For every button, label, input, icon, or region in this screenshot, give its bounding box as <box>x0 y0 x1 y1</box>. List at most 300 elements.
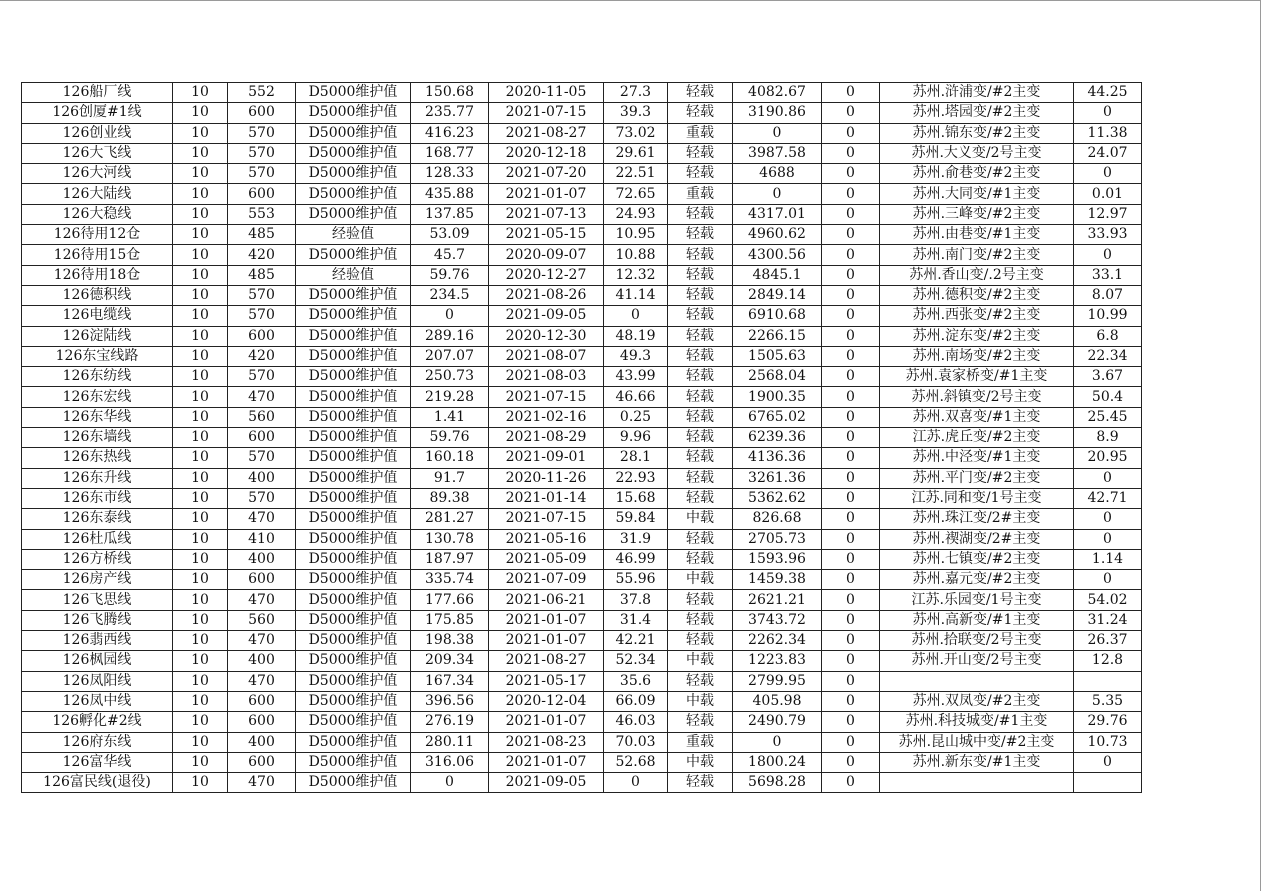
cell-date: 2020-12-30 <box>489 326 604 346</box>
cell-current: 207.07 <box>411 346 489 366</box>
cell-source: D5000维护值 <box>296 488 411 508</box>
cell-value: 11.38 <box>1074 123 1142 143</box>
table-body <box>22 83 1142 793</box>
cell-load-status: 轻载 <box>668 590 733 610</box>
cell-load-rate: 12.32 <box>604 265 668 285</box>
cell-load-status: 轻载 <box>668 367 733 387</box>
cell-load-status: 中载 <box>668 509 733 529</box>
table-row <box>22 773 1142 793</box>
table-row <box>22 529 1142 549</box>
cell-margin: 0 <box>733 732 822 752</box>
cell-value: 8.07 <box>1074 285 1142 305</box>
cell-date: 2021-05-17 <box>489 671 604 691</box>
cell-flag: 0 <box>822 285 880 305</box>
cell-source: D5000维护值 <box>296 367 411 387</box>
cell-margin: 6910.68 <box>733 306 822 326</box>
cell-substation <box>880 671 1074 691</box>
cell-rated-current: 600 <box>228 103 296 123</box>
cell-date: 2021-01-07 <box>489 610 604 630</box>
cell-substation: 江苏.乐园变/1号主变 <box>880 590 1074 610</box>
cell-rated-current: 400 <box>228 732 296 752</box>
cell-substation: 苏州.开山变/2号主变 <box>880 651 1074 671</box>
cell-load-status: 轻载 <box>668 671 733 691</box>
table-row <box>22 610 1142 630</box>
table-row <box>22 346 1142 366</box>
cell-line-name: 126杜瓜线 <box>22 529 173 549</box>
cell-value: 12.8 <box>1074 651 1142 671</box>
table-row <box>22 691 1142 711</box>
table-row <box>22 509 1142 529</box>
cell-current: 219.28 <box>411 387 489 407</box>
table-row <box>22 245 1142 265</box>
cell-current: 316.06 <box>411 752 489 772</box>
cell-substation: 苏州.中泾变/#1主变 <box>880 448 1074 468</box>
cell-load-status: 轻载 <box>668 610 733 630</box>
cell-margin: 2266.15 <box>733 326 822 346</box>
cell-voltage: 10 <box>173 83 228 103</box>
cell-margin: 405.98 <box>733 691 822 711</box>
cell-line-name: 126富民线(退役) <box>22 773 173 793</box>
cell-rated-current: 470 <box>228 590 296 610</box>
cell-source: D5000维护值 <box>296 570 411 590</box>
cell-load-rate: 55.96 <box>604 570 668 590</box>
cell-load-status: 轻载 <box>668 712 733 732</box>
cell-substation: 苏州.南门变/#2主变 <box>880 245 1074 265</box>
cell-rated-current: 485 <box>228 265 296 285</box>
cell-margin: 4688 <box>733 164 822 184</box>
cell-load-status: 轻载 <box>668 306 733 326</box>
cell-load-rate: 0.25 <box>604 407 668 427</box>
cell-value: 0 <box>1074 509 1142 529</box>
table-row <box>22 83 1142 103</box>
cell-rated-current: 470 <box>228 671 296 691</box>
cell-voltage: 10 <box>173 143 228 163</box>
cell-load-status: 轻载 <box>668 245 733 265</box>
cell-rated-current: 485 <box>228 225 296 245</box>
cell-load-rate: 70.03 <box>604 732 668 752</box>
cell-margin: 2490.79 <box>733 712 822 732</box>
cell-flag: 0 <box>822 773 880 793</box>
cell-source: D5000维护值 <box>296 590 411 610</box>
cell-value: 54.02 <box>1074 590 1142 610</box>
cell-substation: 苏州.南场变/#2主变 <box>880 346 1074 366</box>
table-row <box>22 671 1142 691</box>
cell-current: 276.19 <box>411 712 489 732</box>
cell-value: 0 <box>1074 752 1142 772</box>
cell-line-name: 126东宝线路 <box>22 346 173 366</box>
cell-flag: 0 <box>822 245 880 265</box>
cell-voltage: 10 <box>173 285 228 305</box>
cell-substation: 苏州.禊湖变/2#主变 <box>880 529 1074 549</box>
cell-voltage: 10 <box>173 164 228 184</box>
cell-substation: 苏州.由巷变/#1主变 <box>880 225 1074 245</box>
cell-substation: 苏州.俞巷变/#2主变 <box>880 164 1074 184</box>
cell-flag: 0 <box>822 225 880 245</box>
cell-date: 2021-07-20 <box>489 164 604 184</box>
cell-load-status: 轻载 <box>668 428 733 448</box>
cell-substation: 苏州.平门变/#2主变 <box>880 468 1074 488</box>
cell-source: D5000维护值 <box>296 671 411 691</box>
cell-voltage: 10 <box>173 509 228 529</box>
cell-flag: 0 <box>822 651 880 671</box>
cell-line-name: 126东华线 <box>22 407 173 427</box>
cell-substation: 苏州.科技城变/#1主变 <box>880 712 1074 732</box>
cell-value: 22.34 <box>1074 346 1142 366</box>
cell-source: D5000维护值 <box>296 407 411 427</box>
cell-flag: 0 <box>822 346 880 366</box>
cell-source: D5000维护值 <box>296 732 411 752</box>
cell-flag: 0 <box>822 488 880 508</box>
cell-substation: 苏州.拾联变/2号主变 <box>880 631 1074 651</box>
cell-flag: 0 <box>822 549 880 569</box>
cell-date: 2021-06-21 <box>489 590 604 610</box>
cell-load-status: 中载 <box>668 570 733 590</box>
cell-current: 198.38 <box>411 631 489 651</box>
cell-value: 50.4 <box>1074 387 1142 407</box>
cell-line-name: 126富华线 <box>22 752 173 772</box>
table-row <box>22 123 1142 143</box>
cell-voltage: 10 <box>173 752 228 772</box>
cell-line-name: 126东宏线 <box>22 387 173 407</box>
cell-line-name: 126德积线 <box>22 285 173 305</box>
cell-load-rate: 0 <box>604 306 668 326</box>
cell-date: 2020-12-27 <box>489 265 604 285</box>
cell-margin: 0 <box>733 123 822 143</box>
cell-rated-current: 600 <box>228 570 296 590</box>
cell-line-name: 126翡西线 <box>22 631 173 651</box>
cell-load-rate: 66.09 <box>604 691 668 711</box>
cell-load-rate: 31.4 <box>604 610 668 630</box>
cell-flag: 0 <box>822 387 880 407</box>
table-row <box>22 488 1142 508</box>
cell-current: 168.77 <box>411 143 489 163</box>
cell-current: 160.18 <box>411 448 489 468</box>
cell-substation <box>880 773 1074 793</box>
cell-value: 33.93 <box>1074 225 1142 245</box>
table-row <box>22 387 1142 407</box>
cell-margin: 1459.38 <box>733 570 822 590</box>
cell-current: 177.66 <box>411 590 489 610</box>
cell-current: 59.76 <box>411 428 489 448</box>
table-row <box>22 285 1142 305</box>
table-row <box>22 103 1142 123</box>
cell-current: 53.09 <box>411 225 489 245</box>
cell-line-name: 126房产线 <box>22 570 173 590</box>
cell-value: 5.35 <box>1074 691 1142 711</box>
cell-value: 24.07 <box>1074 143 1142 163</box>
cell-load-rate: 22.93 <box>604 468 668 488</box>
cell-flag: 0 <box>822 143 880 163</box>
cell-rated-current: 570 <box>228 306 296 326</box>
cell-current: 137.85 <box>411 204 489 224</box>
cell-value <box>1074 773 1142 793</box>
cell-date: 2020-09-07 <box>489 245 604 265</box>
cell-voltage: 10 <box>173 387 228 407</box>
cell-load-rate: 42.21 <box>604 631 668 651</box>
cell-line-name: 126创业线 <box>22 123 173 143</box>
cell-load-status: 重载 <box>668 732 733 752</box>
cell-load-status: 轻载 <box>668 549 733 569</box>
cell-voltage: 10 <box>173 631 228 651</box>
cell-date: 2021-07-15 <box>489 509 604 529</box>
cell-source: 经验值 <box>296 265 411 285</box>
cell-load-rate: 24.93 <box>604 204 668 224</box>
cell-rated-current: 570 <box>228 367 296 387</box>
cell-rated-current: 553 <box>228 204 296 224</box>
cell-source: D5000维护值 <box>296 83 411 103</box>
cell-source: D5000维护值 <box>296 509 411 529</box>
cell-flag: 0 <box>822 265 880 285</box>
cell-flag: 0 <box>822 752 880 772</box>
cell-source: D5000维护值 <box>296 691 411 711</box>
cell-source: D5000维护值 <box>296 123 411 143</box>
cell-current: 130.78 <box>411 529 489 549</box>
cell-date: 2020-12-04 <box>489 691 604 711</box>
cell-rated-current: 470 <box>228 387 296 407</box>
cell-voltage: 10 <box>173 651 228 671</box>
cell-source: D5000维护值 <box>296 631 411 651</box>
cell-date: 2020-12-18 <box>489 143 604 163</box>
cell-margin: 1800.24 <box>733 752 822 772</box>
cell-margin: 4136.36 <box>733 448 822 468</box>
cell-date: 2021-01-14 <box>489 488 604 508</box>
cell-source: D5000维护值 <box>296 285 411 305</box>
cell-flag: 0 <box>822 326 880 346</box>
cell-value: 44.25 <box>1074 83 1142 103</box>
cell-source: D5000维护值 <box>296 712 411 732</box>
cell-margin: 2705.73 <box>733 529 822 549</box>
cell-load-rate: 41.14 <box>604 285 668 305</box>
cell-load-status: 重载 <box>668 123 733 143</box>
cell-current: 280.11 <box>411 732 489 752</box>
cell-source: D5000维护值 <box>296 245 411 265</box>
cell-load-rate: 48.19 <box>604 326 668 346</box>
cell-value: 10.73 <box>1074 732 1142 752</box>
cell-substation: 苏州.双喜变/#1主变 <box>880 407 1074 427</box>
cell-line-name: 126凤阳线 <box>22 671 173 691</box>
cell-value: 0 <box>1074 468 1142 488</box>
cell-margin: 3987.58 <box>733 143 822 163</box>
cell-flag: 0 <box>822 83 880 103</box>
cell-source: D5000维护值 <box>296 164 411 184</box>
cell-value: 0 <box>1074 103 1142 123</box>
cell-load-status: 轻载 <box>668 448 733 468</box>
cell-flag: 0 <box>822 631 880 651</box>
cell-value: 8.9 <box>1074 428 1142 448</box>
cell-voltage: 10 <box>173 712 228 732</box>
cell-current: 416.23 <box>411 123 489 143</box>
cell-load-status: 中载 <box>668 752 733 772</box>
cell-substation: 苏州.浒浦变/#2主变 <box>880 83 1074 103</box>
cell-rated-current: 400 <box>228 549 296 569</box>
cell-voltage: 10 <box>173 448 228 468</box>
cell-current: 209.34 <box>411 651 489 671</box>
cell-line-name: 126淀陆线 <box>22 326 173 346</box>
table-row <box>22 428 1142 448</box>
cell-margin: 3261.36 <box>733 468 822 488</box>
cell-margin: 4082.67 <box>733 83 822 103</box>
cell-value: 6.8 <box>1074 326 1142 346</box>
table-row <box>22 448 1142 468</box>
cell-flag: 0 <box>822 610 880 630</box>
cell-flag: 0 <box>822 712 880 732</box>
cell-line-name: 126东墙线 <box>22 428 173 448</box>
cell-margin: 5698.28 <box>733 773 822 793</box>
cell-load-rate: 72.65 <box>604 184 668 204</box>
cell-current: 396.56 <box>411 691 489 711</box>
cell-current: 91.7 <box>411 468 489 488</box>
cell-voltage: 10 <box>173 225 228 245</box>
cell-value: 20.95 <box>1074 448 1142 468</box>
cell-value: 0 <box>1074 164 1142 184</box>
cell-date: 2021-07-13 <box>489 204 604 224</box>
cell-substation: 苏州.高新变/#1主变 <box>880 610 1074 630</box>
cell-current: 0 <box>411 773 489 793</box>
cell-line-name: 126东热线 <box>22 448 173 468</box>
cell-margin: 6239.36 <box>733 428 822 448</box>
cell-load-status: 轻载 <box>668 225 733 245</box>
cell-line-name: 126府东线 <box>22 732 173 752</box>
table-row <box>22 164 1142 184</box>
cell-date: 2021-08-27 <box>489 651 604 671</box>
cell-load-status: 轻载 <box>668 773 733 793</box>
cell-line-name: 126电缆线 <box>22 306 173 326</box>
cell-margin: 4960.62 <box>733 225 822 245</box>
cell-line-name: 126飞腾线 <box>22 610 173 630</box>
cell-date: 2021-01-07 <box>489 184 604 204</box>
cell-substation: 苏州.双凤变/#2主变 <box>880 691 1074 711</box>
cell-load-status: 轻载 <box>668 387 733 407</box>
cell-date: 2021-08-29 <box>489 428 604 448</box>
cell-source: D5000维护值 <box>296 549 411 569</box>
cell-line-name: 126大稳线 <box>22 204 173 224</box>
cell-margin: 4317.01 <box>733 204 822 224</box>
cell-rated-current: 400 <box>228 468 296 488</box>
cell-voltage: 10 <box>173 184 228 204</box>
cell-margin: 2568.04 <box>733 367 822 387</box>
cell-source: D5000维护值 <box>296 448 411 468</box>
cell-current: 235.77 <box>411 103 489 123</box>
cell-date: 2021-07-09 <box>489 570 604 590</box>
cell-date: 2021-07-15 <box>489 103 604 123</box>
cell-rated-current: 570 <box>228 123 296 143</box>
cell-load-status: 轻载 <box>668 488 733 508</box>
cell-margin: 2621.21 <box>733 590 822 610</box>
cell-substation: 苏州.塔园变/#2主变 <box>880 103 1074 123</box>
cell-value: 31.24 <box>1074 610 1142 630</box>
cell-flag: 0 <box>822 671 880 691</box>
cell-load-status: 轻载 <box>668 631 733 651</box>
cell-load-status: 轻载 <box>668 103 733 123</box>
cell-load-rate: 22.51 <box>604 164 668 184</box>
cell-voltage: 10 <box>173 123 228 143</box>
cell-flag: 0 <box>822 103 880 123</box>
cell-source: D5000维护值 <box>296 468 411 488</box>
cell-source: D5000维护值 <box>296 610 411 630</box>
cell-value: 10.99 <box>1074 306 1142 326</box>
cell-voltage: 10 <box>173 407 228 427</box>
cell-margin: 2262.34 <box>733 631 822 651</box>
cell-voltage: 10 <box>173 103 228 123</box>
cell-rated-current: 600 <box>228 184 296 204</box>
cell-value: 3.67 <box>1074 367 1142 387</box>
cell-date: 2020-11-05 <box>489 83 604 103</box>
cell-load-rate: 9.96 <box>604 428 668 448</box>
cell-voltage: 10 <box>173 428 228 448</box>
cell-date: 2021-05-09 <box>489 549 604 569</box>
table-row <box>22 367 1142 387</box>
cell-voltage: 10 <box>173 488 228 508</box>
cell-substation: 苏州.七镇变/#2主变 <box>880 549 1074 569</box>
cell-voltage: 10 <box>173 265 228 285</box>
cell-margin: 5362.62 <box>733 488 822 508</box>
cell-flag: 0 <box>822 509 880 529</box>
cell-date: 2021-08-07 <box>489 346 604 366</box>
cell-source: D5000维护值 <box>296 773 411 793</box>
cell-rated-current: 570 <box>228 143 296 163</box>
cell-source: D5000维护值 <box>296 143 411 163</box>
cell-flag: 0 <box>822 123 880 143</box>
table-row <box>22 326 1142 346</box>
cell-value: 29.76 <box>1074 712 1142 732</box>
cell-current: 281.27 <box>411 509 489 529</box>
cell-rated-current: 470 <box>228 631 296 651</box>
cell-flag: 0 <box>822 590 880 610</box>
cell-current: 289.16 <box>411 326 489 346</box>
table-row <box>22 570 1142 590</box>
cell-margin: 6765.02 <box>733 407 822 427</box>
cell-value <box>1074 671 1142 691</box>
cell-substation: 苏州.德积变/#2主变 <box>880 285 1074 305</box>
cell-margin: 4300.56 <box>733 245 822 265</box>
cell-value: 42.71 <box>1074 488 1142 508</box>
cell-substation: 江苏.虎丘变/#2主变 <box>880 428 1074 448</box>
table-row <box>22 184 1142 204</box>
cell-rated-current: 552 <box>228 83 296 103</box>
cell-substation: 苏州.锦东变/#2主变 <box>880 123 1074 143</box>
cell-load-rate: 59.84 <box>604 509 668 529</box>
table-row <box>22 752 1142 772</box>
cell-line-name: 126东纺线 <box>22 367 173 387</box>
cell-voltage: 10 <box>173 732 228 752</box>
cell-load-status: 轻载 <box>668 285 733 305</box>
cell-substation: 苏州.淀东变/#2主变 <box>880 326 1074 346</box>
cell-date: 2021-01-07 <box>489 752 604 772</box>
cell-rated-current: 570 <box>228 285 296 305</box>
cell-flag: 0 <box>822 732 880 752</box>
cell-rated-current: 470 <box>228 773 296 793</box>
cell-substation: 江苏.同和变/1号主变 <box>880 488 1074 508</box>
table-row <box>22 549 1142 569</box>
cell-value: 26.37 <box>1074 631 1142 651</box>
cell-current: 150.68 <box>411 83 489 103</box>
cell-source: D5000维护值 <box>296 326 411 346</box>
cell-margin: 4845.1 <box>733 265 822 285</box>
cell-substation: 苏州.昆山城中变/#2主变 <box>880 732 1074 752</box>
cell-margin: 1900.35 <box>733 387 822 407</box>
cell-load-rate: 39.3 <box>604 103 668 123</box>
table-row <box>22 468 1142 488</box>
cell-line-name: 126待用18仓 <box>22 265 173 285</box>
cell-date: 2021-02-16 <box>489 407 604 427</box>
cell-substation: 苏州.大同变/#1主变 <box>880 184 1074 204</box>
cell-value: 0 <box>1074 245 1142 265</box>
cell-date: 2021-09-05 <box>489 773 604 793</box>
cell-margin: 1505.63 <box>733 346 822 366</box>
cell-rated-current: 570 <box>228 164 296 184</box>
cell-line-name: 126东升线 <box>22 468 173 488</box>
cell-date: 2021-07-15 <box>489 387 604 407</box>
